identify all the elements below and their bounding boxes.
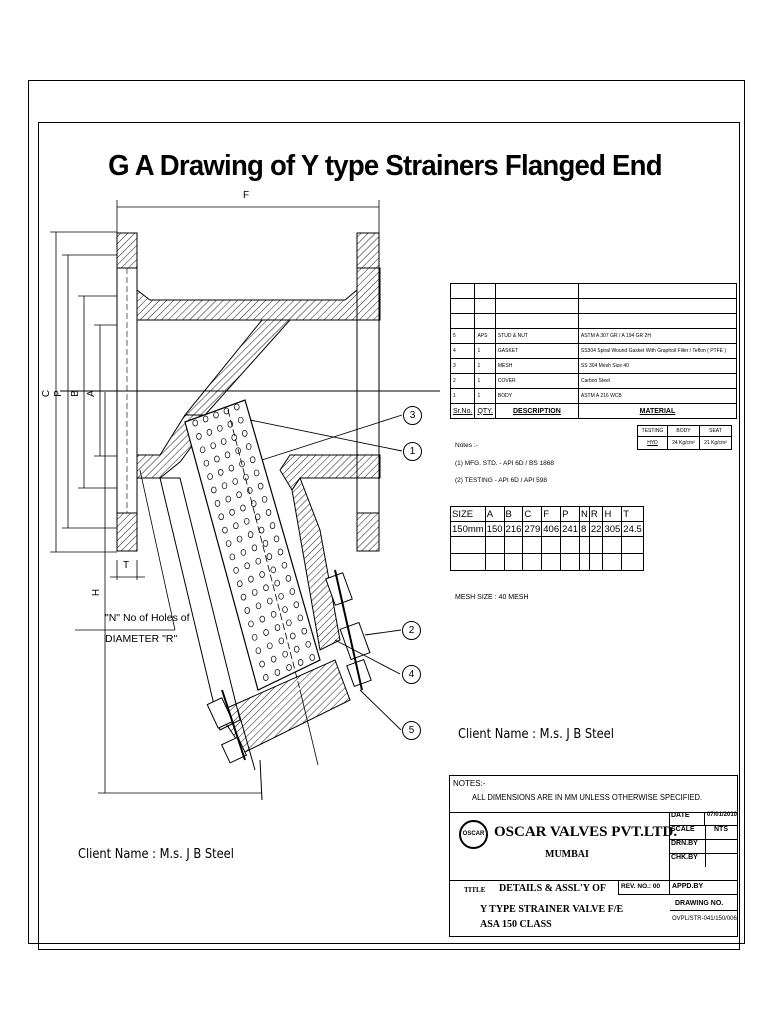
- dim-label-f: F: [243, 190, 250, 201]
- bom-row: 3 1 MESH SS 304 Mesh Size 40: [451, 359, 737, 374]
- approved-by-label: APPD.BY: [669, 880, 737, 895]
- holes-note-line-1: "N" No of Holes of: [105, 612, 190, 624]
- balloon-5: 5: [402, 721, 421, 740]
- balloon-3: 3: [403, 406, 422, 425]
- title-line-3: ASA 150 CLASS: [480, 919, 552, 930]
- company-city: MUMBAI: [545, 849, 589, 860]
- title-block-notes-text: ALL DIMENSIONS ARE IN MM UNLESS OTHERWISE SPECIFIED.: [472, 793, 703, 802]
- note-item: (2) TESTING - API 6D / API 598: [455, 477, 547, 484]
- notes-heading: Notes :-: [455, 442, 478, 449]
- title-line-1: DETAILS & ASSL'Y OF: [499, 883, 606, 894]
- client-name-right: Client Name : M.s. J B Steel: [458, 727, 614, 742]
- note-item: (1) MFG. STD. - API 6D / BS 1868: [455, 460, 554, 467]
- balloon-2: 2: [402, 621, 421, 640]
- scale-label: SCALE: [669, 826, 706, 839]
- drawing-no-label: DRAWING NO.: [675, 900, 724, 907]
- bill-of-materials: [450, 283, 737, 419]
- bom-row: 4 1 GASKET SS304 Spiral Wound Gasket With Graphoil Filler / Teflon ( PTFE ): [451, 344, 737, 359]
- holes-note-line-2: DIAMETER "R": [105, 633, 178, 645]
- company-name: OSCAR VALVES PVT.LTD.: [494, 824, 678, 840]
- bom-row: 2 1 COVER Carbon Steel: [451, 374, 737, 389]
- branch-wall: [185, 320, 290, 415]
- bom-row: 5 APS STUD & NUT ASTM A 307 GR / A 194 GR 2H: [451, 329, 737, 344]
- left-flange: [117, 233, 137, 551]
- checked-by-label: CHK.BY: [669, 854, 706, 867]
- oscar-logo: OSCAR: [459, 820, 488, 849]
- rev-no-label: REV. NO.:: [621, 883, 652, 890]
- balloon-4: 4: [402, 665, 421, 684]
- bom-row: 1 1 BODY ASTM A 216 WCB: [451, 389, 737, 404]
- title-block-notes-heading: NOTES:-: [453, 779, 486, 788]
- date-value: 07/01/2010: [706, 812, 737, 818]
- size-table-header: SIZE A B C F P N R H T: [451, 507, 644, 522]
- title-block: [449, 775, 738, 937]
- size-table-row: 150mm 150 216 279 406 241 8 22 305 24.5: [452, 523, 642, 535]
- size-table: [450, 506, 644, 571]
- dim-label-h: H: [91, 588, 103, 597]
- date-label: DATE: [669, 812, 705, 825]
- dim-label-t: T: [123, 560, 130, 571]
- mesh-size-note: MESH SIZE : 40 MESH: [455, 594, 529, 601]
- drawn-by-label: DRN.BY: [669, 840, 706, 853]
- body-upper-wall: [137, 268, 380, 320]
- title-label: TITLE: [464, 886, 486, 894]
- dim-label-p: P: [52, 390, 64, 397]
- dim-label-a: A: [85, 390, 97, 397]
- bom-header: Sr.No. QTY. DESCRIPTION MATERIAL: [451, 404, 737, 419]
- scale-value: NTS: [714, 826, 728, 833]
- drawing-no-value: OVPL/STR-041/150/006: [672, 915, 737, 922]
- dim-label-c: C: [41, 389, 53, 398]
- testing-table: TESTING BODY SEAT HYD 24 Kg/cm² 21 Kg/cm²: [637, 425, 732, 450]
- rev-no-value: 00: [652, 883, 661, 890]
- client-name-left: Client Name : M.s. J B Steel: [78, 847, 234, 862]
- title-line-2: Y TYPE STRAINER VALVE F/E: [480, 904, 624, 915]
- drawing-title: G A Drawing of Y type Strainers Flanged End: [108, 150, 662, 182]
- dim-label-b: B: [69, 390, 81, 397]
- balloon-1: 1: [403, 442, 422, 461]
